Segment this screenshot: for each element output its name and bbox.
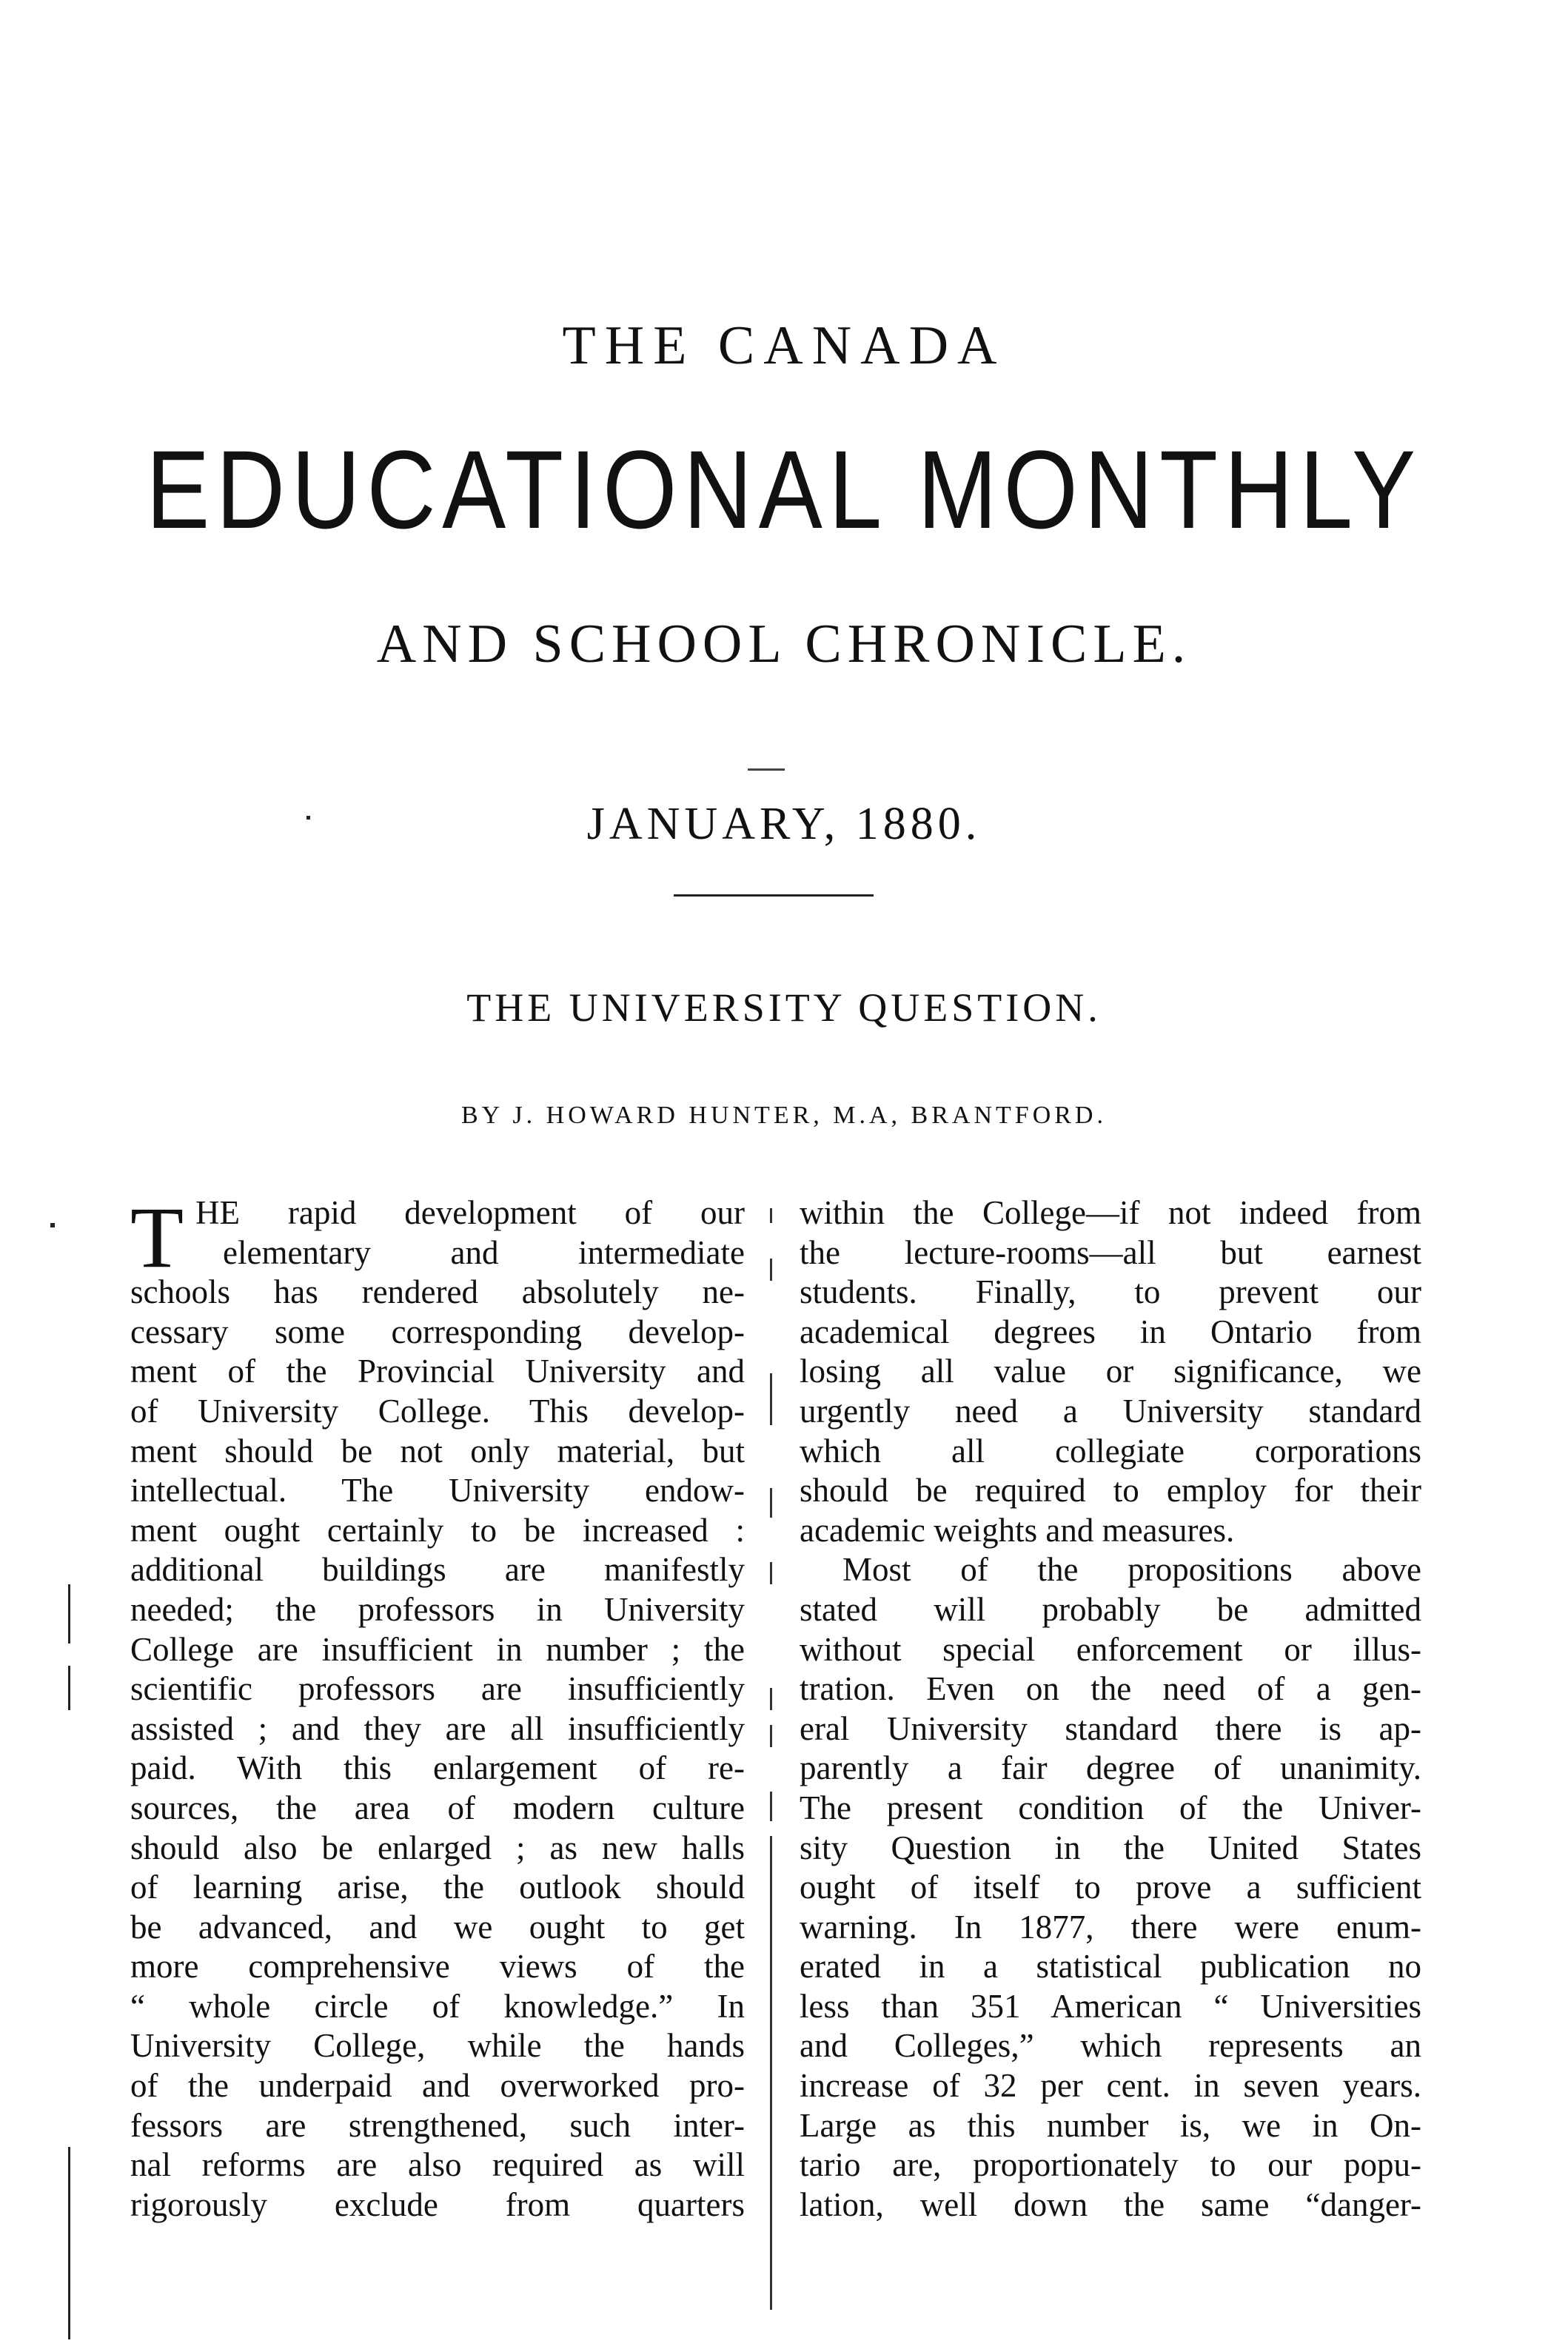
right-column [800,1193,1421,2225]
text-line: erated in a statistical publication no [800,1948,1421,1986]
text-line: sources, the area of modern culture [130,1789,745,1826]
column-rule [770,1208,772,1223]
text-line: scientific professors are insufficiently [130,1670,745,1708]
text-line: warning. In 1877, there were enum- [800,1908,1421,1946]
article-title: THE UNIVERSITY QUESTION. [466,985,1102,1030]
text-line: should be required to employ for their [800,1472,1421,1510]
scan-edge-mark [68,1584,70,1644]
column-rule [770,1836,772,2310]
text-line: sity Question in the United States [800,1829,1421,1866]
date-rule [674,894,874,897]
masthead-title: EDUCATIONAL MONTHLY [146,427,1422,552]
text-line: students. Finally, to prevent our [800,1273,1421,1311]
text-line: ment of the Provincial University and [130,1353,745,1390]
text-line: and Colleges,” which represents an [800,2027,1421,2065]
text-line: the lecture-rooms—all but earnest [800,1233,1421,1271]
text-line: ought of itself to prove a sufficient [800,1869,1421,1906]
text-line: tario are, proportionately to our popu- [800,2146,1421,2184]
text-line: eral University standard there is ap- [800,1709,1421,1747]
text-line: elementary and intermediate [223,1233,745,1271]
left-column [130,1189,745,2225]
column-rule [770,1792,772,1821]
column-rule [770,1259,772,1281]
scan-edge-mark [68,1666,70,1710]
text-line: additional buildings are manifestly [130,1551,745,1589]
text-line: which all collegiate corporations [800,1432,1421,1470]
scan-edge-mark [68,2147,70,2339]
column-rule [770,1688,772,1710]
text-line: needed; the professors in University [130,1590,745,1628]
text-line: schools has rendered absolutely ne- [130,1273,745,1311]
text-line: should also be enlarged ; as new halls [130,1829,745,1866]
text-line: academical degrees in Ontario from [800,1313,1421,1350]
text-line: HE rapid development of our [195,1194,745,1231]
ornament-dash [748,768,785,771]
text-line: without special enforcement or illus- [800,1630,1421,1668]
text-line: College are insufficient in number ; the [130,1630,745,1668]
text-line: ment should be not only material, but [130,1432,745,1470]
text-line: University College, while the hands [130,2027,745,2065]
text-line: paid. With this enlargement of re- [130,1749,745,1787]
text-line: fessors are strengthened, such inter- [130,2106,745,2144]
text-line: lation, well down the same “danger- [800,2185,1421,2223]
text-line: academic weights and measures. [800,1511,1235,1549]
text-line: ment ought certainly to be increased : [130,1511,745,1549]
column-rule [770,1488,772,1518]
column-rule [770,1373,772,1425]
text-line: stated will probably be admitted [800,1590,1421,1628]
masthead-line-1: THE CANADA [562,315,1006,376]
scan-speck [306,816,310,820]
masthead-subtitle: AND SCHOOL CHRONICLE. [376,614,1192,674]
text-line: rigorously exclude from quarters [130,2185,745,2223]
text-line: less than 351 American “ Universities [800,1987,1421,2025]
column-rule [770,1725,772,1747]
text-line: Most of the propositions above [842,1551,1421,1589]
text-line: urgently need a University standard [800,1392,1421,1430]
text-line: be advanced, and we ought to get [130,1908,745,1946]
text-line: Large as this number is, we in On- [800,2106,1421,2144]
text-line: losing all value or significance, we [800,1353,1421,1390]
issue-date: JANUARY, 1880. [586,799,982,849]
text-line: parently a fair degree of unanimity. [800,1749,1421,1787]
text-line: assisted ; and they are all insufficiently [130,1709,745,1747]
text-line: increase of 32 per cent. in seven years. [800,2067,1421,2105]
article-byline: BY J. HOWARD HUNTER, M.A, BRANTFORD. [460,1102,1107,1129]
drop-cap: T [130,1189,184,1286]
column-rule [770,1562,772,1584]
text-line: of learning arise, the outlook should [130,1869,745,1906]
text-line: more comprehensive views of the [130,1948,745,1986]
text-line: within the College—if not indeed from [800,1194,1421,1231]
text-line: intellectual. The University endow- [130,1472,745,1510]
text-line: tration. Even on the need of a gen- [800,1670,1421,1708]
text-line: nal reforms are also required as will [130,2146,745,2184]
text-line: of University College. This develop- [130,1392,745,1430]
text-line: The present condition of the Univer- [800,1789,1421,1826]
text-line: “ whole circle of knowledge.” In [130,1987,745,2025]
text-line: of the underpaid and overworked pro- [130,2067,745,2105]
text-line: cessary some corresponding develop- [130,1313,745,1350]
scan-speck [50,1223,55,1227]
